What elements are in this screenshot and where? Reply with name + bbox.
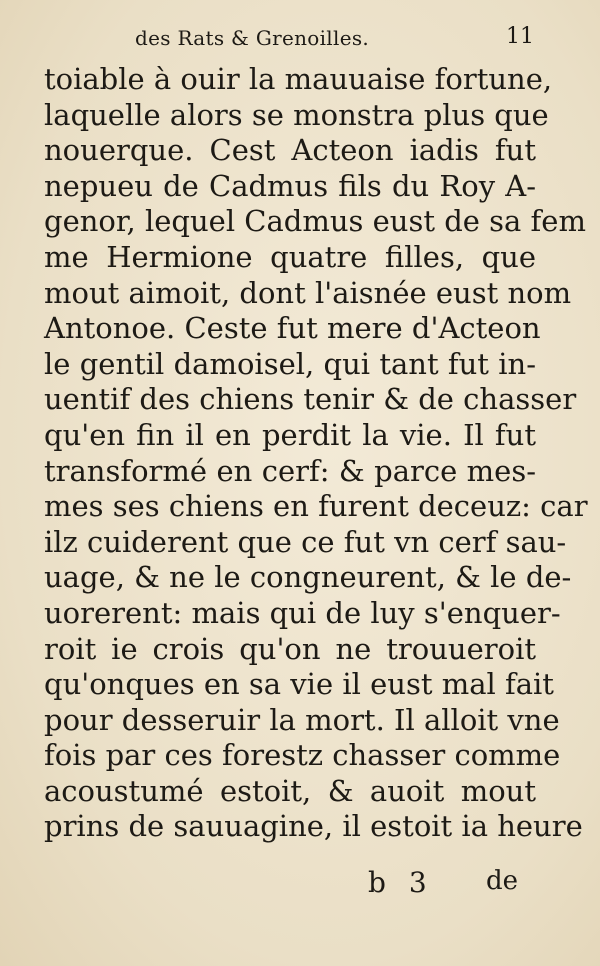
- text-line: laquelle alors se monstra plus que: [44, 97, 549, 132]
- text-line: acoustumé estoit, & auoit mout: [44, 773, 536, 808]
- text-line: nepueu de Cadmus fils du Roy A-: [44, 168, 536, 203]
- text-line: toiable à ouir la mauuaise fortune,: [44, 62, 553, 96]
- text-line: roit ie crois qu'on ne trouueroit: [44, 631, 536, 666]
- text-line: le gentil damoisel, qui tant fut in-: [44, 346, 536, 381]
- text-line: me Hermione quatre filles, que: [44, 239, 536, 274]
- text-line: mes ses chiens en furent deceuz: car: [44, 489, 588, 524]
- signature-mark: b 3: [368, 866, 427, 899]
- text-line: Antonoe. Ceste fut mere d'Acteon: [44, 311, 541, 346]
- text-line: fois par ces forestz chasser comme: [44, 738, 561, 773]
- text-line: ilz cuiderent que ce fut vn cerf sau-: [44, 524, 567, 559]
- text-line: uorerent: mais qui de luy s'enquer-: [44, 595, 561, 630]
- text-line: pour desseruir la mort. Il alloit vne: [44, 702, 560, 737]
- page-number: 11: [506, 24, 534, 49]
- text-line: genor, lequel Cadmus eust de sa fem: [44, 204, 586, 239]
- text-line: qu'en fin il en perdit la vie. Il fut: [44, 417, 536, 452]
- text-line: qu'onques en sa vie il eust mal fait: [44, 667, 554, 702]
- text-line: prins de sauuagine, il estoit ia heure: [44, 809, 583, 844]
- text-line: mout aimoit, dont l'aisnée eust nom: [44, 275, 572, 310]
- text-block: [44, 62, 588, 845]
- text-line: transformé en cerf: & parce mes-: [44, 453, 536, 488]
- text-line: nouerque. Cest Acteon iadis fut: [44, 133, 536, 168]
- catchword: de: [486, 866, 519, 896]
- running-title: des Rats & Grenoilles.: [135, 26, 370, 50]
- text-line: uentif des chiens tenir & de chasser: [44, 382, 577, 417]
- text-line: uage, & ne le congneurent, & le de-: [44, 560, 572, 595]
